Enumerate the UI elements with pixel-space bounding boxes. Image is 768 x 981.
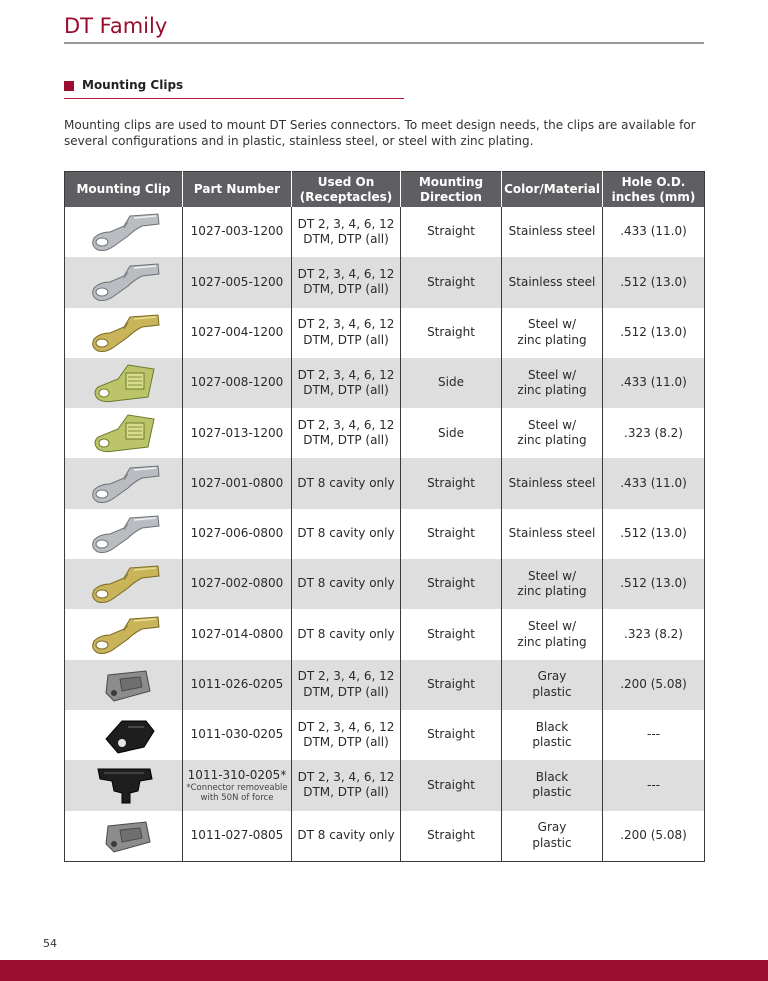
- material-line2: plastic: [532, 735, 572, 750]
- material-line1: Stainless steel: [508, 274, 596, 289]
- used-on-line1: DT 8 cavity only: [297, 827, 395, 842]
- material-line1: Gray: [537, 669, 567, 684]
- part-note: *Connector removeable with 50N of force: [186, 783, 288, 804]
- hole-od-cell: .512 (13.0): [620, 526, 687, 541]
- hole-od-cell: .200 (5.08): [620, 827, 687, 842]
- part-number: 1027-005-1200: [190, 274, 284, 289]
- used-on-line2: DTM, DTP (all): [303, 383, 389, 398]
- direction-cell: Straight: [401, 458, 502, 508]
- clip-image-cell: [65, 609, 183, 659]
- stainless-bent-clip-icon: [67, 512, 180, 556]
- table-row: [65, 408, 705, 458]
- used-on-cell: [292, 207, 401, 257]
- material-line1: Stainless steel: [508, 224, 596, 239]
- hole-od-cell: .433 (11.0): [603, 458, 705, 508]
- table-row: [65, 257, 705, 307]
- direction-cell: Straight: [401, 710, 502, 760]
- part-number-cell: [183, 811, 292, 862]
- direction-cell: Straight: [401, 609, 502, 659]
- header-hole-line2: inches (mm): [611, 189, 696, 204]
- table-row: [65, 509, 705, 559]
- material-cell: [502, 811, 603, 862]
- header-mounting-clip: Mounting Clip: [65, 172, 183, 208]
- clip-image-cell: [65, 458, 183, 508]
- used-on-line1: DT 2, 3, 4, 6, 12: [297, 216, 395, 231]
- used-on-line1: DT 2, 3, 4, 6, 12: [297, 719, 395, 734]
- section-title: Mounting Clips: [82, 78, 184, 92]
- header-hole-od: [603, 172, 705, 208]
- direction-cell: Straight: [401, 811, 502, 862]
- material-line2: plastic: [532, 684, 572, 699]
- material-cell: [502, 609, 603, 659]
- hole-od-cell: .200 (5.08): [603, 660, 705, 710]
- hole-od-cell: ---: [603, 760, 705, 810]
- part-number: 1027-013-1200: [190, 425, 284, 440]
- material-line2: zinc plating: [517, 433, 587, 448]
- table-row: [65, 559, 705, 609]
- material-cell: [502, 257, 603, 307]
- material-cell: [502, 207, 603, 257]
- table-row: [65, 207, 705, 257]
- header-used-on: [292, 172, 401, 208]
- part-number: 1027-006-0800: [190, 526, 284, 541]
- used-on-cell: [292, 559, 401, 609]
- direction-cell: Straight: [401, 509, 502, 559]
- header-used-on-line1: Used On: [317, 174, 375, 189]
- material-cell: [502, 710, 603, 760]
- table-row: [65, 458, 705, 508]
- material-line2: zinc plating: [517, 383, 587, 398]
- part-number: 1027-004-1200: [190, 324, 284, 339]
- header-color-material: Color/Material: [502, 172, 603, 208]
- footer-bar: [0, 960, 768, 981]
- material-cell: [502, 308, 603, 358]
- direction-cell: Straight: [401, 308, 502, 358]
- material-cell: [502, 660, 603, 710]
- clip-image-cell: [65, 660, 183, 710]
- used-on-line1: DT 2, 3, 4, 6, 12: [297, 669, 395, 684]
- direction-cell: Side: [401, 358, 502, 408]
- clip-image-cell: [65, 509, 183, 559]
- part-number-cell: [183, 458, 292, 508]
- zinc-side-clip-icon: [67, 411, 180, 455]
- hole-od-cell: .433 (11.0): [620, 224, 687, 239]
- table-row: [65, 609, 705, 659]
- used-on-cell: [292, 358, 401, 408]
- direction-cell: Straight: [401, 207, 502, 257]
- intro-paragraph: Mounting clips are used to mount DT Series connectors. To meet design needs, the clips are available for several configurations and in plastic, stainless steel, or steel with zinc plating.: [64, 118, 696, 148]
- part-number: 1011-310-0205*: [187, 767, 287, 782]
- material-line1: Steel w/: [527, 568, 577, 583]
- black-push-clip-icon: [67, 763, 180, 807]
- direction-cell: Straight: [401, 559, 502, 609]
- part-number-cell: [183, 710, 292, 760]
- zinc-bent-clip-icon: [67, 613, 180, 657]
- part-number: 1011-027-0805: [190, 827, 284, 842]
- used-on-line1: DT 2, 3, 4, 6, 12: [297, 769, 395, 784]
- part-number-cell: [183, 660, 292, 710]
- used-on-line2: DTM, DTP (all): [303, 684, 389, 699]
- material-line2: plastic: [532, 835, 572, 850]
- hole-od-cell: .323 (8.2): [624, 425, 683, 440]
- part-number: 1027-014-0800: [190, 626, 284, 641]
- clip-image-cell: [65, 308, 183, 358]
- material-cell: [502, 559, 603, 609]
- material-line1: Gray: [537, 820, 567, 835]
- material-line1: Black: [535, 769, 569, 784]
- direction-cell: Side: [401, 408, 502, 458]
- zinc-bent-clip-icon: [67, 562, 180, 606]
- clip-image-cell: [65, 257, 183, 307]
- part-number: 1027-001-0800: [190, 475, 284, 490]
- clip-image-cell: [65, 408, 183, 458]
- black-plastic-clip-icon: [67, 713, 180, 757]
- used-on-line1: DT 2, 3, 4, 6, 12: [297, 417, 395, 432]
- part-number-cell: [183, 358, 292, 408]
- zinc-bent-clip-icon: [67, 311, 180, 355]
- used-on-line1: DT 2, 3, 4, 6, 12: [297, 317, 395, 332]
- hole-od-cell: .323 (8.2): [624, 626, 683, 641]
- stainless-bent-clip-icon: [67, 260, 180, 304]
- material-line1: Stainless steel: [508, 526, 596, 541]
- material-line1: Steel w/: [527, 317, 577, 332]
- material-line1: Steel w/: [527, 619, 577, 634]
- part-number: 1011-030-0205: [190, 727, 284, 742]
- gray-plastic-clip-icon: [67, 663, 180, 707]
- table-row: [65, 760, 705, 810]
- clip-image-cell: [65, 710, 183, 760]
- clip-image-cell: [65, 811, 183, 862]
- stainless-bent-clip-icon: [67, 462, 180, 506]
- hole-od-cell: .512 (13.0): [603, 257, 705, 307]
- family-title: DT Family: [64, 14, 704, 44]
- used-on-line2: DTM, DTP (all): [303, 232, 389, 247]
- table-row: [65, 710, 705, 760]
- material-line1: Black: [535, 719, 569, 734]
- used-on-cell: [292, 257, 401, 307]
- hole-od-cell: .512 (13.0): [620, 324, 687, 339]
- used-on-cell: [292, 308, 401, 358]
- zinc-side-clip-icon: [67, 361, 180, 405]
- material-cell: [502, 760, 603, 810]
- table-row: [65, 308, 705, 358]
- used-on-line1: DT 2, 3, 4, 6, 12: [297, 367, 395, 382]
- material-line1: Steel w/: [527, 367, 577, 382]
- part-number: 1027-002-0800: [190, 576, 284, 591]
- part-number-cell: [183, 257, 292, 307]
- used-on-line1: DT 8 cavity only: [297, 526, 395, 541]
- material-line2: zinc plating: [517, 332, 587, 347]
- material-line1: Steel w/: [527, 417, 577, 432]
- table-row: [65, 358, 705, 408]
- part-number-cell: [183, 308, 292, 358]
- clip-image-cell: [65, 358, 183, 408]
- header-direction-line1: Mounting: [418, 174, 484, 189]
- used-on-line2: DTM, DTP (all): [303, 735, 389, 750]
- used-on-cell: [292, 760, 401, 810]
- gray-plastic-clip-icon: [67, 814, 180, 858]
- part-number-cell: [183, 760, 292, 810]
- mounting-clips-table: [64, 171, 705, 862]
- direction-cell: Straight: [401, 257, 502, 307]
- material-cell: [502, 509, 603, 559]
- material-cell: [502, 458, 603, 508]
- header-used-on-line2: (Receptacles): [299, 189, 393, 204]
- header-part-number: Part Number: [183, 172, 292, 208]
- used-on-line1: DT 8 cavity only: [297, 576, 395, 591]
- material-line2: zinc plating: [517, 584, 587, 599]
- material-line2: zinc plating: [517, 634, 587, 649]
- section-heading: [64, 78, 404, 99]
- hole-od-cell: .512 (13.0): [603, 559, 705, 609]
- direction-cell: Straight: [401, 660, 502, 710]
- used-on-line2: DTM, DTP (all): [303, 332, 389, 347]
- used-on-cell: [292, 509, 401, 559]
- material-cell: [502, 358, 603, 408]
- material-line1: Stainless steel: [508, 475, 596, 490]
- material-cell: [502, 408, 603, 458]
- header-mounting-direction: [401, 172, 502, 208]
- page-number: 54: [43, 937, 57, 950]
- table-header-row: [65, 172, 705, 208]
- hole-od-cell: ---: [647, 727, 660, 742]
- table-row: [65, 811, 705, 862]
- part-number-cell: [183, 408, 292, 458]
- part-number-cell: [183, 509, 292, 559]
- used-on-line2: DTM, DTP (all): [303, 785, 389, 800]
- clip-image-cell: [65, 559, 183, 609]
- direction-cell: Straight: [401, 760, 502, 810]
- section-bullet-icon: [64, 81, 74, 91]
- used-on-cell: [292, 710, 401, 760]
- header-hole-line1: Hole O.D.: [621, 174, 686, 189]
- used-on-line2: DTM, DTP (all): [303, 282, 389, 297]
- table-row: [65, 660, 705, 710]
- material-line2: plastic: [532, 785, 572, 800]
- used-on-line1: DT 2, 3, 4, 6, 12: [297, 266, 395, 281]
- used-on-cell: [292, 458, 401, 508]
- part-number: 1027-003-1200: [190, 224, 284, 239]
- used-on-cell: [292, 408, 401, 458]
- header-direction-line2: Direction: [420, 189, 482, 204]
- used-on-cell: [292, 811, 401, 862]
- part-number-cell: [183, 609, 292, 659]
- stainless-bent-clip-icon: [67, 210, 180, 254]
- part-number-cell: [183, 207, 292, 257]
- used-on-line1: DT 8 cavity only: [297, 626, 395, 641]
- clip-image-cell: [65, 207, 183, 257]
- part-number: 1027-008-1200: [190, 375, 284, 390]
- part-number: 1011-026-0205: [190, 677, 284, 692]
- used-on-line2: DTM, DTP (all): [303, 433, 389, 448]
- part-number-cell: [183, 559, 292, 609]
- clip-image-cell: [65, 760, 183, 810]
- used-on-cell: [292, 609, 401, 659]
- used-on-line1: DT 8 cavity only: [297, 475, 395, 490]
- hole-od-cell: .433 (11.0): [603, 358, 705, 408]
- used-on-cell: [292, 660, 401, 710]
